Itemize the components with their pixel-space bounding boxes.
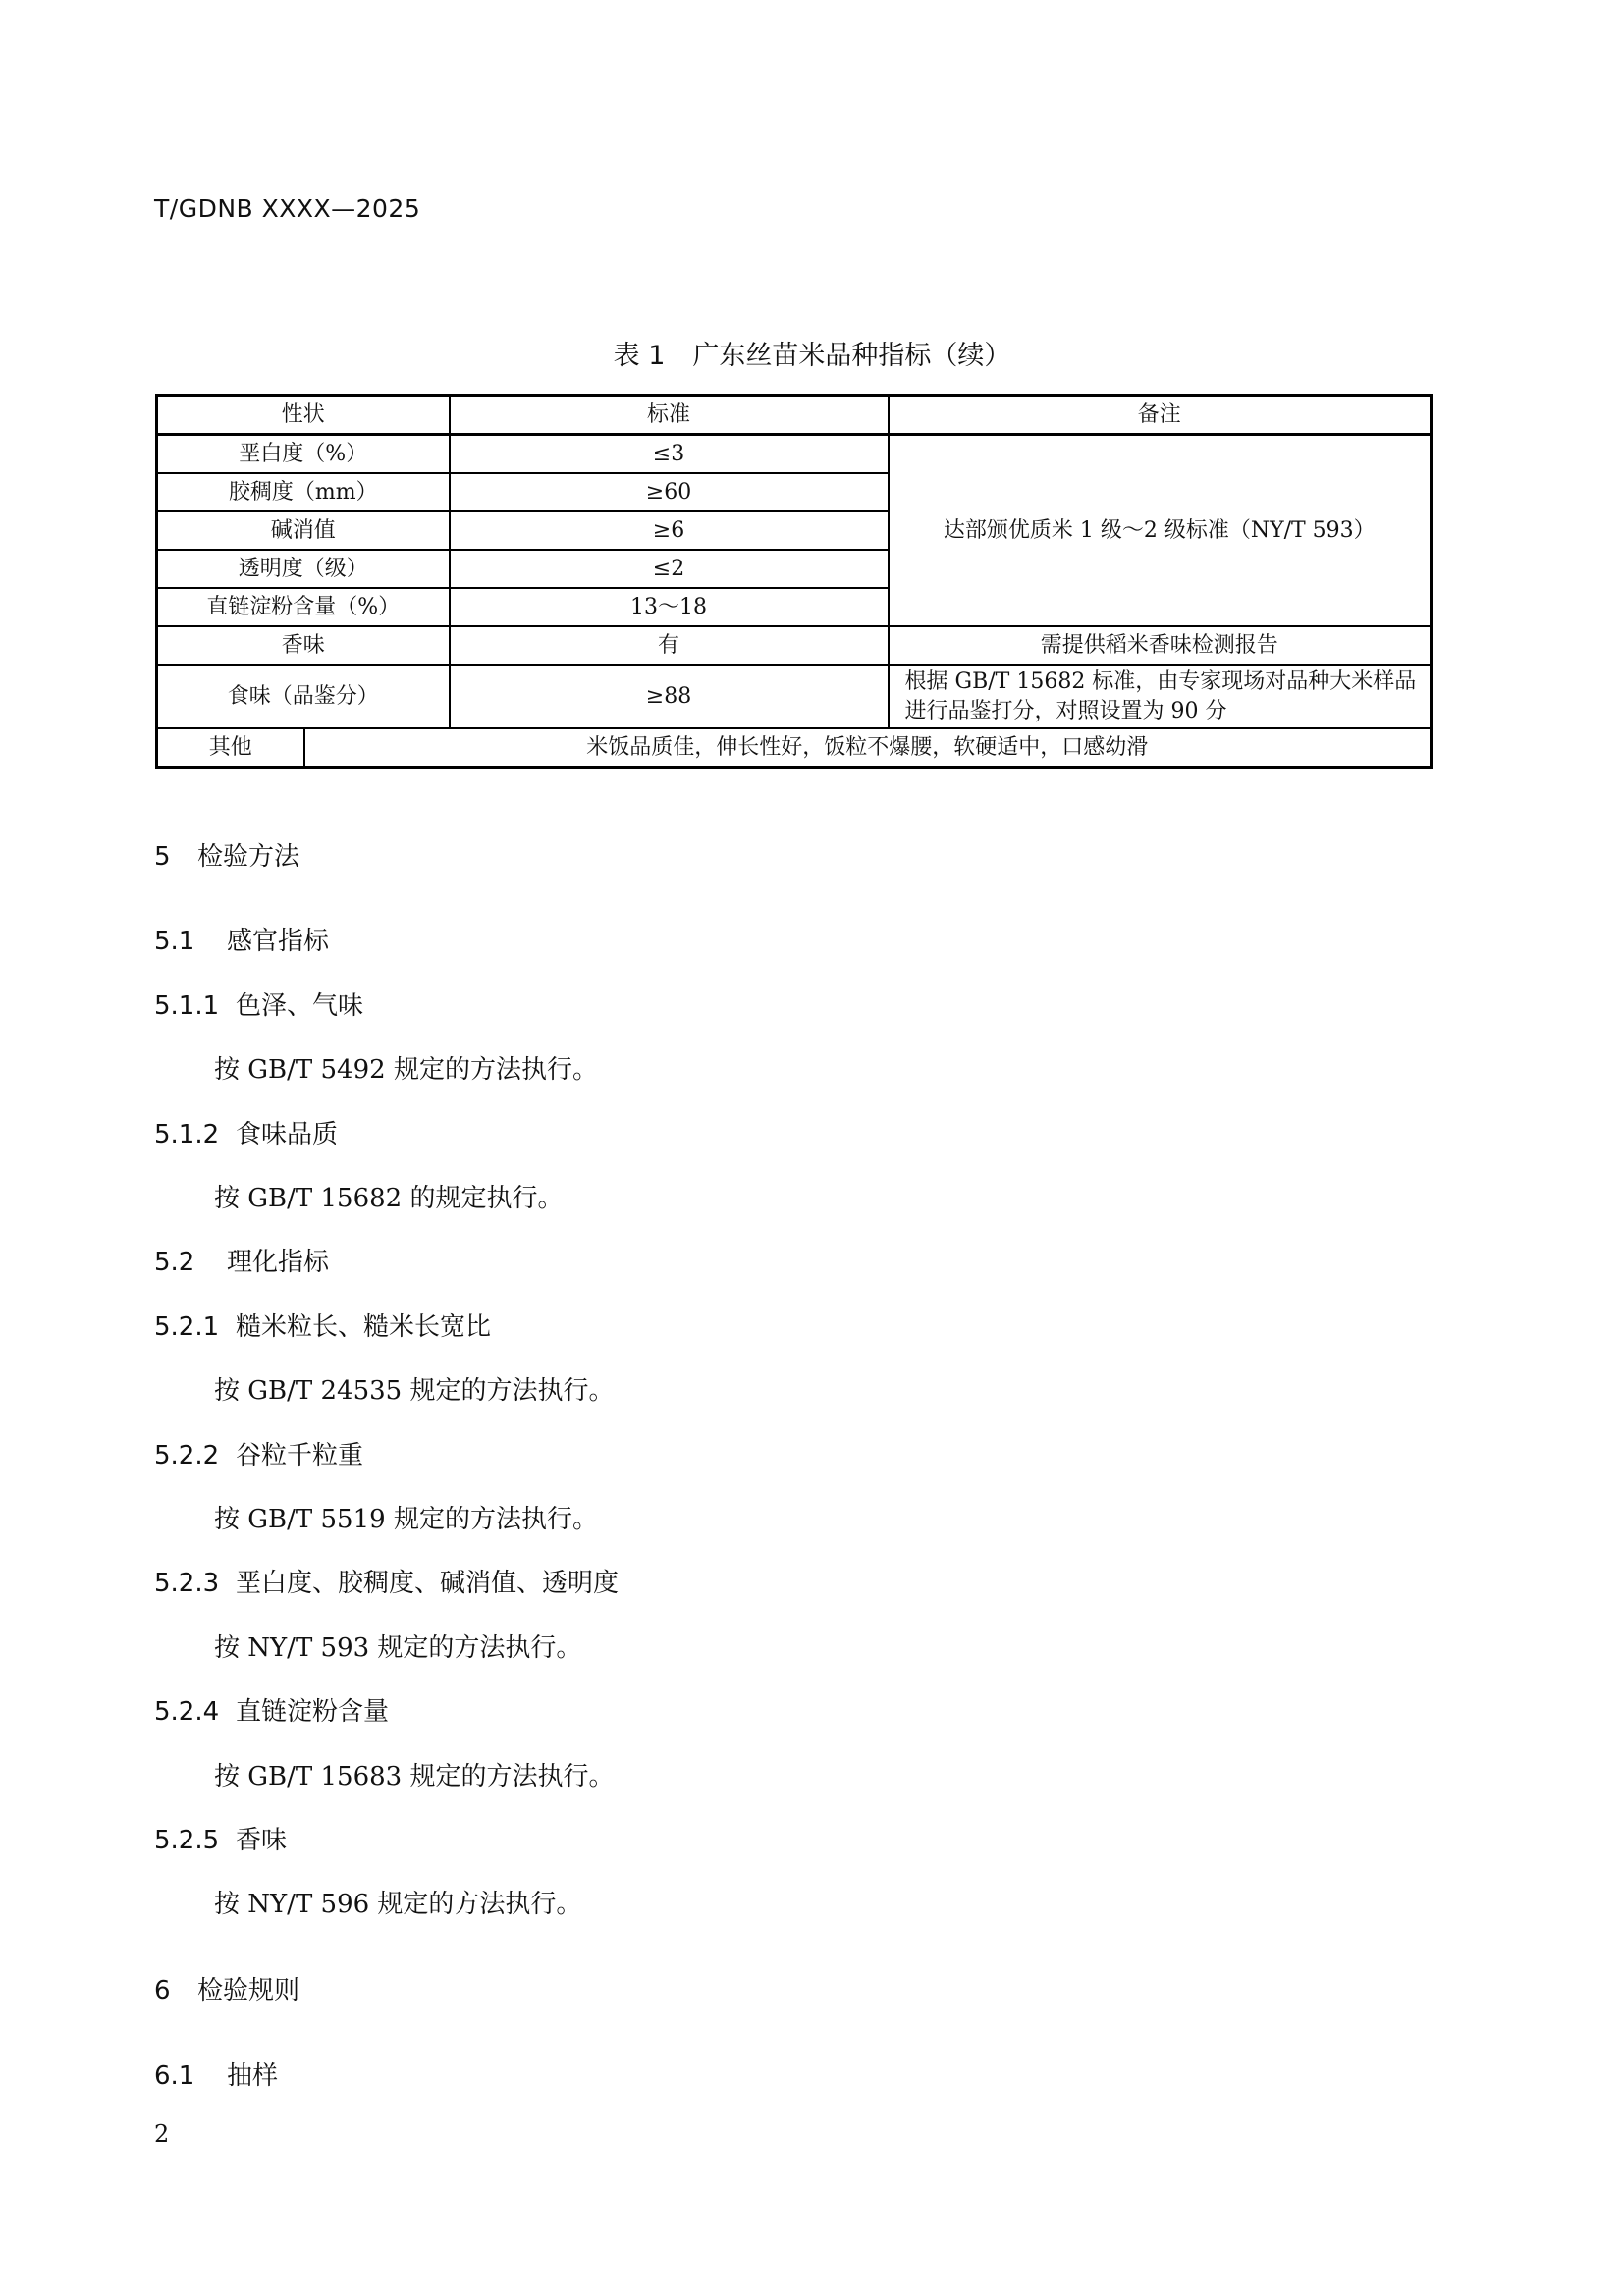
paragraph-5-2-4: 按 GB/T 15683 规定的方法执行。: [214, 1762, 615, 1791]
standard-cell: ≤2: [450, 550, 889, 588]
paragraph-5-1-1: 按 GB/T 5492 规定的方法执行。: [214, 1055, 598, 1085]
section-heading-5-2-2: 5.2.2 谷粒千粒重: [154, 1441, 364, 1470]
table-row-other: [157, 728, 1432, 768]
standard-cell: 有: [450, 626, 889, 665]
paragraph-5-2-1: 按 GB/T 24535 规定的方法执行。: [214, 1376, 615, 1406]
section-heading-5-2-4: 5.2.4 直链淀粉含量: [154, 1697, 390, 1727]
table-title: 广东丝苗米品种指标（续）: [692, 341, 1011, 371]
trait-cell: 垩白度（%）: [157, 435, 450, 474]
trait-cell: 碱消值: [157, 511, 450, 550]
paragraph-5-2-2: 按 GB/T 5519 规定的方法执行。: [214, 1505, 598, 1534]
section-heading-6-1: 6.1 抽样: [154, 2061, 279, 2091]
table-row: [157, 626, 1432, 665]
merged-note-cell: 达部颁优质米 1 级～2 级标准（NY/T 593）: [889, 435, 1432, 627]
table-row: [157, 435, 1432, 474]
standard-cell: ≥6: [450, 511, 889, 550]
note-cell: 根据 GB/T 15682 标准，由专家现场对品种大米样品进行品鉴打分，对照设置为 90 分: [889, 665, 1432, 728]
paragraph-5-1-2: 按 GB/T 15682 的规定执行。: [214, 1184, 564, 1213]
section-heading-5-2-3: 5.2.3 垩白度、胶稠度、碱消值、透明度: [154, 1569, 620, 1598]
section-heading-5-2-1: 5.2.1 糙米粒长、糙米长宽比: [154, 1312, 492, 1342]
column-header-standard: 标准: [450, 396, 889, 435]
rice-spec-table: [155, 394, 1433, 769]
standard-cell: ≤3: [450, 435, 889, 474]
section-heading-5-2-5: 5.2.5 香味: [154, 1826, 288, 1855]
section-heading-5: 5 检验方法: [154, 842, 300, 872]
table-row: [157, 665, 1432, 728]
paragraph-5-2-5: 按 NY/T 596 规定的方法执行。: [214, 1890, 582, 1919]
document-code: T/GDNB XXXX—2025: [154, 194, 421, 223]
standard-cell: ≥88: [450, 665, 889, 728]
trait-cell: 透明度（级）: [157, 550, 450, 588]
standard-cell: 13～18: [450, 588, 889, 626]
section-heading-5-1-2: 5.1.2 食味品质: [154, 1120, 339, 1149]
table-number: 表 1: [613, 341, 666, 371]
trait-cell: 香味: [157, 626, 450, 665]
section-heading-5-1: 5.1 感官指标: [154, 927, 330, 956]
section-heading-6: 6 检验规则: [154, 1976, 300, 2005]
trait-cell: 食味（品鉴分）: [157, 665, 450, 728]
other-label-cell: 其他: [157, 728, 304, 768]
column-header-note: 备注: [889, 396, 1432, 435]
note-cell: 需提供稻米香味检测报告: [889, 626, 1432, 665]
trait-cell: 胶稠度（mm）: [157, 473, 450, 511]
page-number: 2: [154, 2120, 170, 2148]
paragraph-5-2-3: 按 NY/T 593 规定的方法执行。: [214, 1633, 582, 1663]
column-header-trait: 性状: [157, 396, 450, 435]
section-heading-5-1-1: 5.1.1 色泽、气味: [154, 991, 364, 1021]
section-heading-5-2: 5.2 理化指标: [154, 1248, 330, 1277]
standard-cell: ≥60: [450, 473, 889, 511]
table-header-row: [157, 396, 1432, 435]
table-caption: [0, 334, 1624, 372]
trait-cell: 直链淀粉含量（%）: [157, 588, 450, 626]
other-value-cell: 米饭品质佳，伸长性好，饭粒不爆腰，软硬适中，口感幼滑: [304, 728, 1432, 768]
